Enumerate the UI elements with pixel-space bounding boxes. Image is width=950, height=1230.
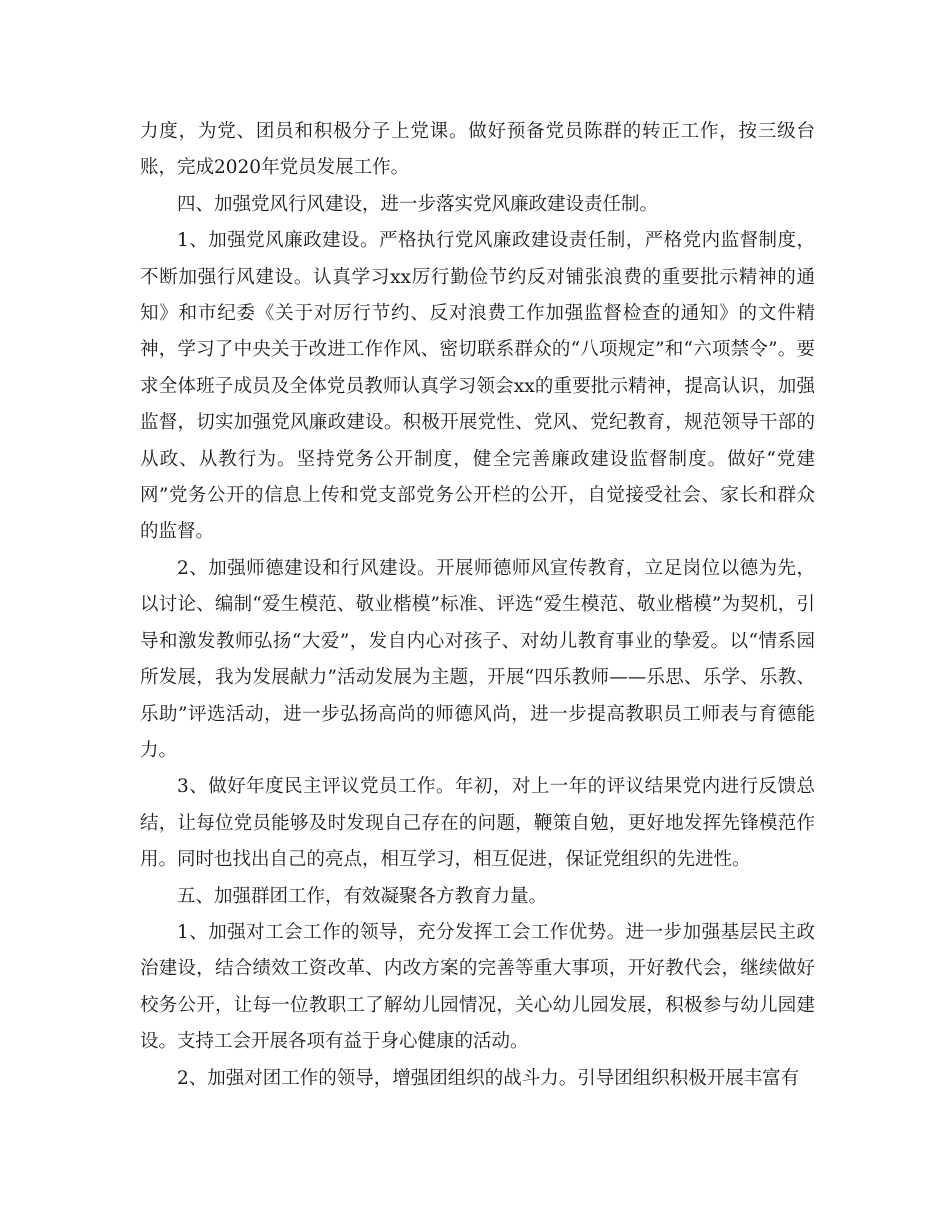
document-body: [140, 114, 815, 1097]
paragraph-youth-league: 2、加强对团工作的领导，增强团组织的战斗力。引导团组织积极开展丰富有: [177, 1067, 800, 1089]
section-heading-4: 四、加强党风行风建设，进一步落实党风廉政建设责任制。: [177, 193, 659, 215]
section-heading-5: 五、加强群团工作，有效凝聚各方教育力量。: [177, 885, 548, 907]
paragraph-continuation: 力度，为党、团员和积极分子上党课。做好预备党员陈群的转正工作，按三级台账，完成2020年党员发展工作。: [140, 121, 815, 179]
paragraph-trade-union: 1、加强对工会工作的领导，充分发挥工会工作优势。进一步加强基层民主政治建设，结合绩效工资改革、内改方案的完善等重大事项，开好教代会，继续做好校务公开，让每一位教职工了解幼儿园情况，关心幼儿园发展，积极参与幼儿园建设。支持工会开展各项有益于身心健康的活动。: [140, 921, 815, 1053]
paragraph-party-conduct: 1、加强党风廉政建设。严格执行党风廉政建设责任制，严格党内监督制度，不断加强行风建设。认真学习xx厉行勤俭节约反对铺张浪费的重要批示精神的通知》和市纪委《关于对厉行节约、反对浪费工作加强监督检查的通知》的文件精神，学习了中央关于改进工作作风、密切联系群众的“八项规定”和“六项禁令”。要求全体班子成员及全体党员教师认真学习领会xx的重要批示精神，提高认识，加强监督，切实加强党风廉政建设。积极开展党性、党风、党纪教育，规范领导干部的从政、从教行为。坚持党务公开制度，健全完善廉政建设监督制度。做好“党建网”党务公开的信息上传和党支部党务公开栏的公开，自觉接受社会、家长和群众的监督。: [140, 230, 815, 543]
paragraph-teacher-ethics: 2、加强师德建设和行风建设。开展师德师风宣传教育，立足岗位以德为先，以讨论、编制“爱生模范、敬业楷模”标准、评选“爱生模范、敬业楷模”为契机，引导和激发教师弘扬“大爱”，发自内心对孩子、对幼儿教育事业的挚爱。以“情系园所发展，我为发展献力”活动发展为主题，开展“四乐教师——乐思、乐学、乐教、乐助”评选活动，进一步弘扬高尚的师德风尚，进一步提高教职员工师表与育德能力。: [140, 557, 815, 761]
paragraph-democratic-review: 3、做好年度民主评议党员工作。年初，对上一年的评议结果党内进行反馈总结，让每位党员能够及时发现自己存在的问题，鞭策自勉，更好地发挥先锋模范作用。同时也找出自己的亮点，相互学习，相互促进，保证党组织的先进性。: [140, 776, 815, 871]
